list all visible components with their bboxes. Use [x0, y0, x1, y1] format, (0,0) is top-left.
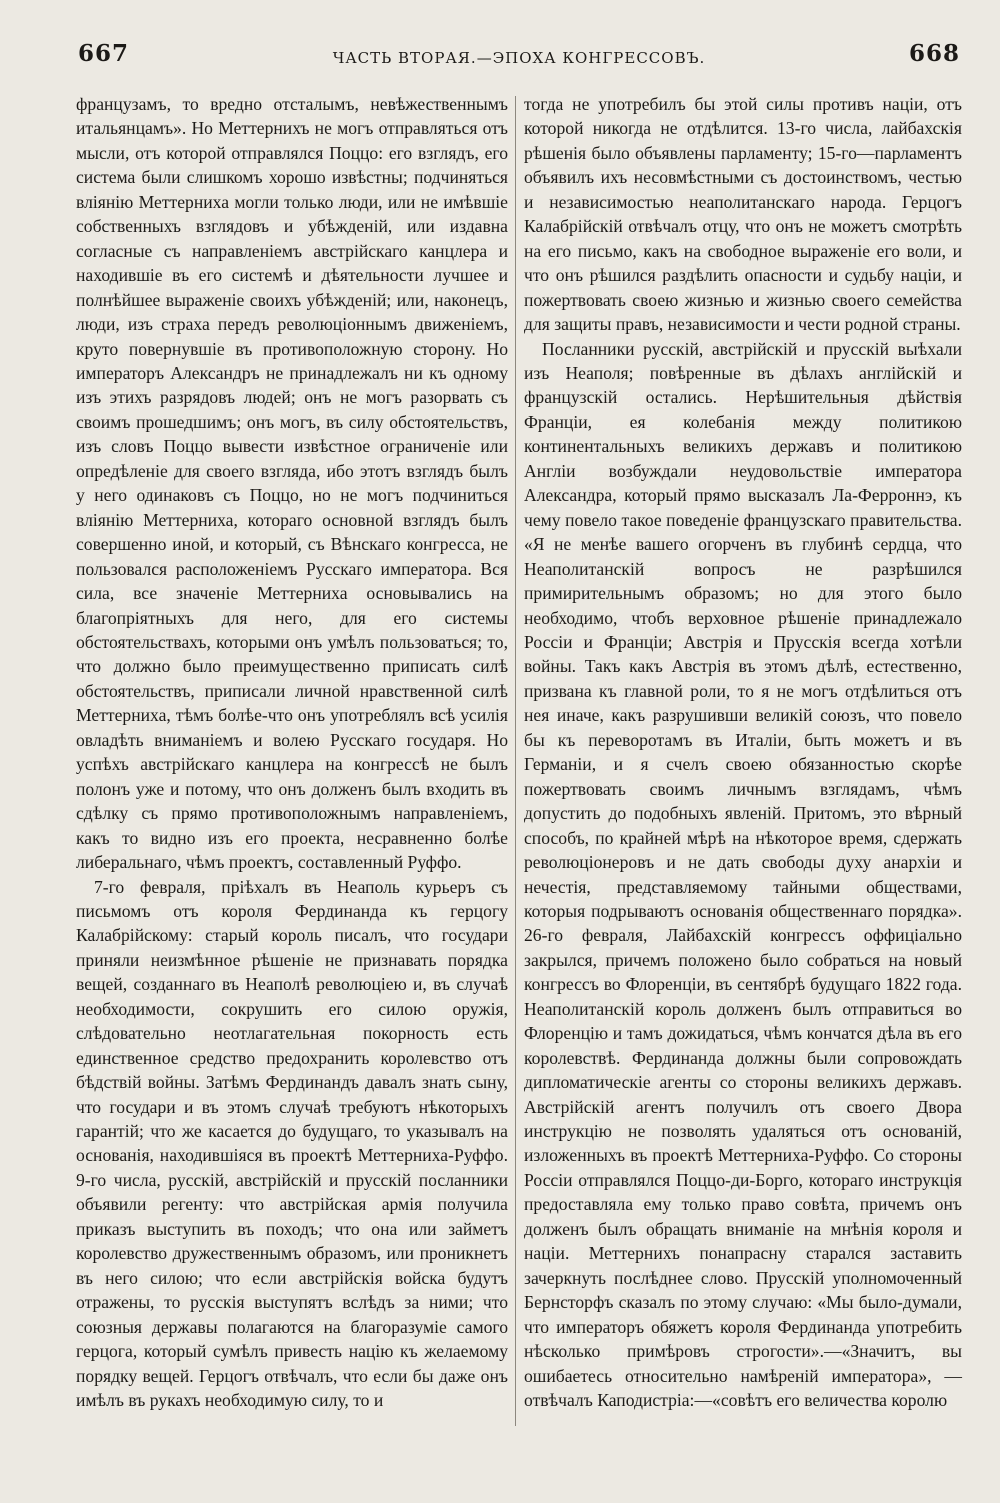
- paragraph-envoys: Посланники русскій, австрійскій и прусскій выѣхали изъ Неаполя; повѣренные въ дѣлахъ англійскій и французскій остались. Нерѣшительныя дѣйствія Франціи, ея колебанія между политикою континентальныхъ великихъ державъ и политикою Англіи возбуждали неудовольствіе императора Александра, который прямо высказалъ Ла-Ферроннэ, къ чему повело такое поведеніе французскаго правительства. «Я не менѣе вашего огорченъ въ глубинѣ сердца, что Неаполитанскій вопросъ не разрѣшился примирительнымъ образомъ; но для этого было необходимо, чтобъ верховное рѣшеніе принадлежало Россіи и Франціи; Австрія и Прусскія всегда хотѣли войны. Такъ какъ Австрія въ этомъ дѣлѣ, естественно, призвана къ главной роли, то я не могъ отдѣлиться отъ нея иначе, какъ разрушивши великій союзъ, что повело бы къ переворотамъ въ Италіи, быть можетъ и въ Германіи, и я счелъ своею обязанностью скорѣе пожертвовать своимъ личнымъ взглядамъ, чѣмъ допустить до подобныхъ явленій. Притомъ, это вѣрный способъ, по крайней мѣрѣ на нѣкоторое время, сдержать революціонеровъ и не дать свободы духу анархіи и нечестія, представляемому тайными обществами, которыя подрываютъ основанія общественнаго порядка». 26-го февраля, Лайбахскій конгрессъ оффиціально закрылся, причемъ положено было собраться на новый конгрессъ во Флоренціи, въ сентябрѣ будущаго 1822 года. Неаполитанскій король долженъ былъ отправиться во Флоренцію и тамъ дожидаться, чѣмъ кончатся дѣла въ его королевствѣ. Фердинанда должны были сопровождать дипломатическіе агенты со стороны великихъ державъ. Австрійскій агентъ получилъ отъ своего Двора инструкцію не позволять удаляться отъ основаній, изложенныхъ въ проектѣ Меттерниха-Руффо. Со стороны Россіи отправлялся Поццо-ди-Борго, котораго инструкція предоставляла ему только право совѣта, причемъ онъ долженъ былъ обращать вниманіе на мнѣнія короля и націи. Меттернихъ понапрасну старался заставить зачеркнуть послѣднее слово. Прусскій уполномоченный Бернсторфъ сказалъ по этому случаю: «Мы было-думали, что императоръ обяжетъ короля Фердинанда употребить нѣсколько примѣровъ строгости».—«Значитъ, вы ошибаетесь относительно намѣреній императора», — отвѣчалъ Каподистріа:—«совѣтъ его величества королю: [524, 338, 962, 1411]
- page-number-left: 667: [78, 40, 130, 67]
- paragraph-continuation: французамъ, то вредно отсталымъ, невѣжественнымъ итальянцамъ». Но Меттернихъ не могъ отправляться отъ мысли, отъ которой отправлялся Поццо: его взглядъ, его система были слишкомъ хорошо извѣстны; подчиняться вліянію Меттерниха могли только люди, или не имѣвшіе собственныхъ взглядовъ и убѣжденій, или издавна согласные съ направленіемъ австрійскаго канцлера и находившіе въ его системѣ и дѣятельности лучшее и полнѣйшее выраженіе своихъ убѣжденій; или, наконецъ, люди, изъ страха передъ революціоннымъ движеніемъ, круто повернувшіе въ противоположную сторону. Но императоръ Александръ не принадлежалъ ни къ одному изъ этихъ разрядовъ людей; онъ не могъ разорвать съ своимъ прошедшимъ; онъ могъ, въ силу обстоятельствъ, изъ словъ Поццо вывести извѣстное ограниченіе или опредѣленіе для своего взгляда, ибо этотъ взглядъ былъ у него одинаковъ съ Поццо, но не могъ подчиниться вліянію Меттерниха, котораго основной взглядъ былъ совершенно иной, и который, съ Вѣнскаго конгресса, не пользовался расположеніемъ Русскаго императора. Вся сила, все значеніе Меттерниха основывались на благопріятныхъ для него, для его системы обстоятельствахъ, которыми онъ умѣлъ пользоваться; то, что должно было преимущественно приписать силѣ обстоятельствъ, приписали личной нравственной силѣ Меттерниха, тѣмъ болѣе-что онъ употреблялъ всѣ усилія овладѣть вниманіемъ и волею Русскаго государя. Но успѣхъ австрійскаго канцлера на конгрессѣ не былъ полонъ уже и потому, что онъ долженъ былъ входить въ сдѣлку съ прямо противоположнымъ направленіемъ, какъ то видно изъ его проекта, несравненно болѣе либеральнаго, чѣмъ проектъ, составленный Руффо.: [76, 94, 508, 873]
- page-number-right: 668: [908, 40, 960, 67]
- paragraph-continuation: тогда не употребилъ бы этой силы противъ націи, отъ которой никогда не отдѣлится. 13-го числа, лайбахскія рѣшенія было объявлены парламенту; 15-го—парламентъ объявилъ ихъ несовмѣстными съ достоинствомъ, честью и независимостью неаполитанскаго народа. Герцогъ Калабрійскій отвѣчалъ отцу, что онъ не можетъ смотрѣть на его письмо, какъ на свободное выраженіе его воли, и что онъ рѣшился раздѣлить опасности и судьбу націи, и пожертвовать своею жизнью и жизнью своего семейства для защиты правъ, независимости и чести родной страны.: [524, 94, 962, 335]
- page-header: [78, 40, 960, 80]
- right-column: [524, 92, 962, 1412]
- paragraph-february-7: 7-го февраля, пріѣхалъ въ Неаполь курьеръ съ письмомъ отъ короля Фердинанда къ герцогу Калабрійскому: старый король писалъ, что государи приняли неизмѣнное рѣшеніе не признавать порядка вещей, созданнаго въ Неаполѣ революціею и, въ случаѣ необходимости, сокрушить его силою оружія, слѣдовательно неотлагательная покорность есть единственное средство предохранить королевство отъ бѣдствій войны. Затѣмъ Фердинандъ давалъ знать сыну, что государи и въ этомъ случаѣ требуютъ нѣкоторыхъ гарантій; что же касается до будущаго, то указывалъ на основанія, находившіяся въ проектѣ Меттерниха-Руффо. 9-го числа, русскій, австрійскій и прусскій посланники объявили регенту: что австрійская армія получила приказъ выступить въ походъ; что она или займетъ королевство дружественнымъ образомъ, или проникнетъ въ него силою; что если австрійскія войска будутъ отражены, то русскія выступятъ вслѣдъ за ними; что союзныя державы полагаются на благоразуміе самого герцога, который сумѣлъ привесть націю къ желаемому порядку вещей. Герцогъ отвѣчалъ, что если бы даже онъ имѣлъ въ рукахъ необходимую силу, то и: [76, 876, 508, 1411]
- left-column: [76, 92, 508, 1412]
- running-title: ЧАСТЬ ВТОРАЯ.—ЭПОХА КОНГРЕССОВЪ.: [332, 49, 706, 67]
- column-divider: [515, 96, 516, 1426]
